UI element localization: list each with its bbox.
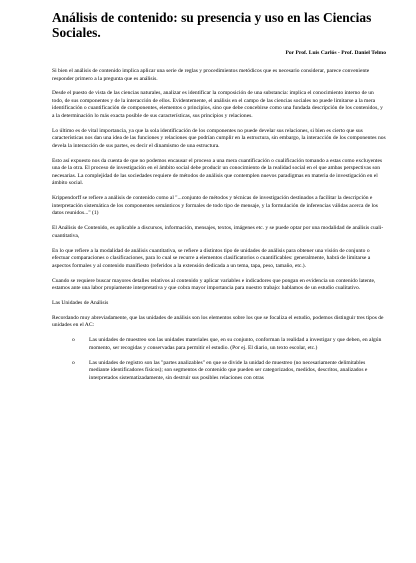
paragraph-5: Krippendorff se refiere a análisis de contenido como al "...conjunto de métodos y técnicas de investigación destinados a facilitar la descripción e interpretación sistemática de los componentes semánticos y formales de todo tipo de mensaje, y la formulación de inferencias válidas acerca de los datos reunidos..." (1) xyxy=(52,195,378,217)
units-list xyxy=(52,337,386,382)
paragraph-8: Cuando se requiere buscar mayores detalles relativos al contenido y aplicar variables e indicadores que pongan en evidencia un contenido latente, estamos ante una labor propiamente interpretativa y que cobra mayor importancia para nuestro trabajo: hablamos de un estudio cualitativo. xyxy=(52,277,376,292)
paragraph-6: El Análisis de Contenido, es aplicable a discursos, información, mensajes, textos, imágenes etc. y se puede optar por una modalidad de análisis cuali-cuantitativa, xyxy=(52,225,384,239)
bullet-icon: o xyxy=(72,359,75,366)
list-item-text: Las unidades de muestreo son las unidades materiales que, en su conjunto, conforman la realidad a investigar y que deben, en algún momento, ser recogidas y conservadas para permitir el estudio. (Por ej. El diario, un texto escolar, etc.) xyxy=(89,337,382,351)
paragraph-3: Lo último es de vital importancia, ya que la sola identificación de los componentes no puede develar sus relaciones, si bien es cierto que sus características nos dan una idea de las funciones y relaciones que podrían cumplir en la estructura, sin embargo, la interacción de los componentes nos devela la interacción de sus partes, es decir el dinamismo de una estructura. xyxy=(52,127,386,149)
page-title: Análisis de contenido: su presencia y uso en las Ciencias Sociales. xyxy=(52,10,372,40)
paragraph-1: Si bien el análisis de contenido implica aplicar una serie de reglas y procedimientos metódicos que es necesario considerar, parece conveniente responder primero a la pregunta que es análisis. xyxy=(52,68,370,82)
list-item-text: Las unidades de registro son las "partes analizables" en que se divide la unidad de muestreo (no necesariamente delimitables mediante identificadores físicos); son segmentos de contenido que pueden ser categorizados, medidos, descritos, analizados e interpretados sistematizadamente, sin destruir sus posibles relaciones con otras xyxy=(89,359,368,381)
section-intro: Recordando muy abreviadamente, que las unidades de análisis son los elementos sobre los que se focaliza el estudio, podemos distinguir tres tipos de unidades en el AC: xyxy=(52,314,384,329)
paragraph-2: Desde el puesto de vista de las ciencias naturales, analizar es identificar la composición de una substancia: implica el conocimiento interno de un todo, de sus componentes y de la interacción de ellos. Evidentemente, el análisis en el campo de las ciencias sociales no puede limitarse a la mera identificación o cuantificación de componentes, elementos o principios, sino que debe concebirse como una fundada descripción de los contenidos, y a la determinación lo más exacta posible de sus características, sus principios y relaciones. xyxy=(52,90,383,120)
paragraph-7: En lo que refiere a la modalidad de análisis cuantitativa, se refiere a distintos tipo de unidades de análisis para obtener una visión de conjunto o efectuar comparaciones o clasificaciones, para lo cual se recurre a elementos clasificatorios o cuantificables: generalmente, habrá de limitarse a aspectos formales y al contenido manifiesto (referidos a la extensión dedicada a un tema, tapa, peso, tamaño, etc.). xyxy=(52,247,371,269)
authors-line: Por Prof. Luis Carlós - Prof. Daniel Telmo xyxy=(285,50,386,56)
body-text xyxy=(52,68,386,382)
paragraph-4: Esto así expuesto nos da cuenta de que no podemos encausar el proceso a una mera cuantificación o cualificación tomando a estas como excluyentes una de la otra. El proceso de investigación en el ámbito social debe producir un conocimiento de la realidad social en el que ambas perspectivas son necesarias. La complejidad de las sociedades requiere de métodos de análisis que contemplen nuevos paradigmas en materia de investigación en el ámbito social. xyxy=(52,157,383,187)
list-item xyxy=(52,337,386,352)
list-item xyxy=(52,360,386,383)
section-heading: Las Unidades de Análisis xyxy=(52,299,109,306)
bullet-icon: o xyxy=(72,337,75,344)
